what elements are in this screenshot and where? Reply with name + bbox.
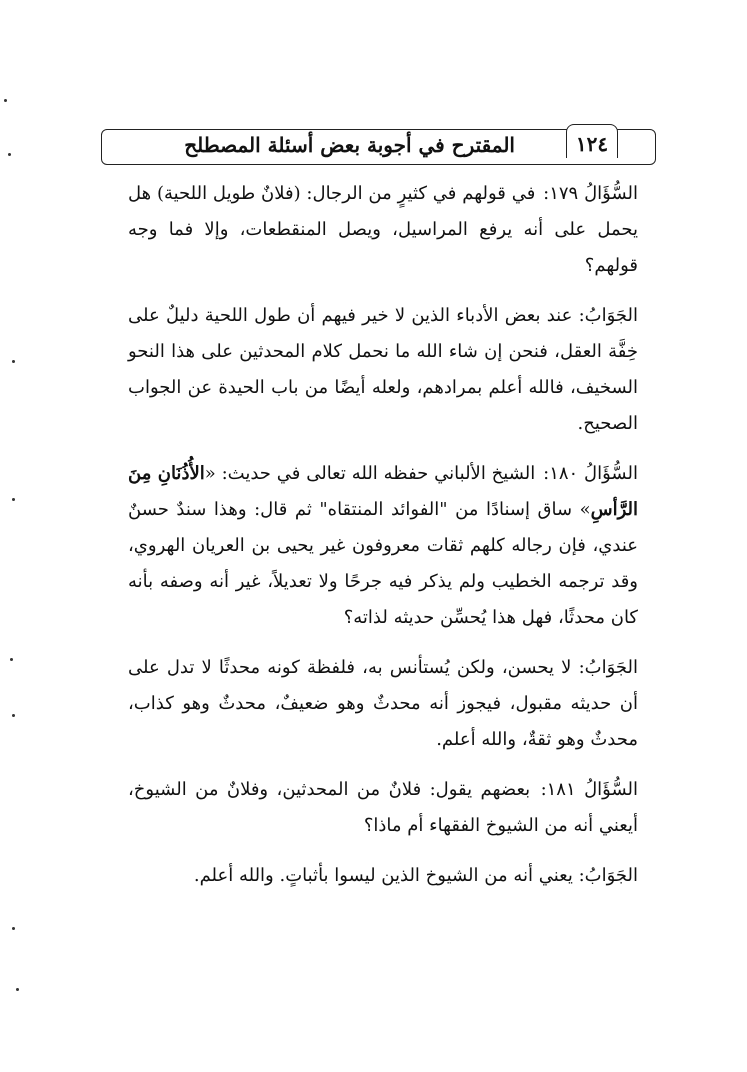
question-number: ١٧٩: <box>543 183 579 204</box>
answer-181 <box>128 858 638 894</box>
scan-speck <box>8 153 11 156</box>
scan-speck <box>4 99 7 102</box>
page-number: ١٢٤ <box>566 124 618 158</box>
answer-label: الجَوَابُ: <box>578 657 638 678</box>
question-number: ١٨٠: <box>543 463 579 484</box>
book-title: المقترح في أجوبة بعض أسئلة المصطلح <box>184 133 515 157</box>
question-label: السُّؤَالُ <box>584 463 638 484</box>
answer-label: الجَوَابُ: <box>578 865 638 886</box>
scan-speck <box>12 927 15 930</box>
answer-text: لا يحسن، ولكن يُستأنس به، فلفظة كونه محدثًا لا تدل على أن حديثه مقبول، فيجوز أنه محدثٌ وهو ضعيفٌ، محدثٌ وهو كذاب، محدثٌ وهو ثقةٌ، والله أعلم. <box>128 657 638 750</box>
scan-speck <box>16 988 19 991</box>
answer-text: يعني أنه من الشيوخ الذين ليسوا بأثباتٍ. والله أعلم. <box>193 865 573 886</box>
answer-text: عند بعض الأدباء الذين لا خير فيهم أن طول اللحية دليلٌ على خِفَّة العقل، فنحن إن شاء الله ما نحمل كلام المحدثين على هذا النحو السخيف، فالله أعلم بمرادهم، ولعله أيضًا من باب الحيدة عن الجواب الصحيح. <box>128 305 638 434</box>
hadith-quote: الأُذُنَانِ مِنَ الرَّأسِ <box>128 463 638 520</box>
question-181 <box>128 772 638 844</box>
page-content <box>128 176 638 908</box>
question-text-after: » ساق إسنادًا من "الفوائد المنتقاه" ثم قال: وهذا سندٌ حسنٌ عندي، فإن رجاله كلهم ثقات معروفون غير يحيى بن العريان الهروي، وقد ترجمه الخطيب ولم يذكر فيه جرحًا ولا تعديلاً، غير أنه وصفه بأنه كان محدثًا، فهل هذا يُحسِّن حديثه لذاته؟ <box>128 499 638 628</box>
answer-179 <box>128 298 638 442</box>
question-179 <box>128 176 638 284</box>
answer-label: الجَوَابُ: <box>578 305 638 326</box>
question-number: ١٨١: <box>540 779 576 800</box>
answer-180 <box>128 650 638 758</box>
question-text: في قولهم في كثيرٍ من الرجال: (فلانٌ طويل اللحية) هل يحمل على أنه يرفع المراسيل، ويصل المنقطعات، وإلا فما وجه قولهم؟ <box>128 183 638 276</box>
question-180 <box>128 456 638 636</box>
scan-speck <box>12 714 15 717</box>
question-text-before: الشيخ الألباني حفظه الله تعالى في حديث: « <box>204 463 536 484</box>
question-label: السُّؤَالُ <box>584 183 638 204</box>
question-label: السُّؤَالُ <box>584 779 638 800</box>
question-text: بعضهم يقول: فلانٌ من المحدثين، وفلانٌ من الشيوخ، أيعني أنه من الشيوخ الفقهاء أم ماذا؟ <box>128 779 638 836</box>
scan-speck <box>10 658 13 661</box>
scan-speck <box>12 360 15 363</box>
scan-speck <box>12 498 15 501</box>
